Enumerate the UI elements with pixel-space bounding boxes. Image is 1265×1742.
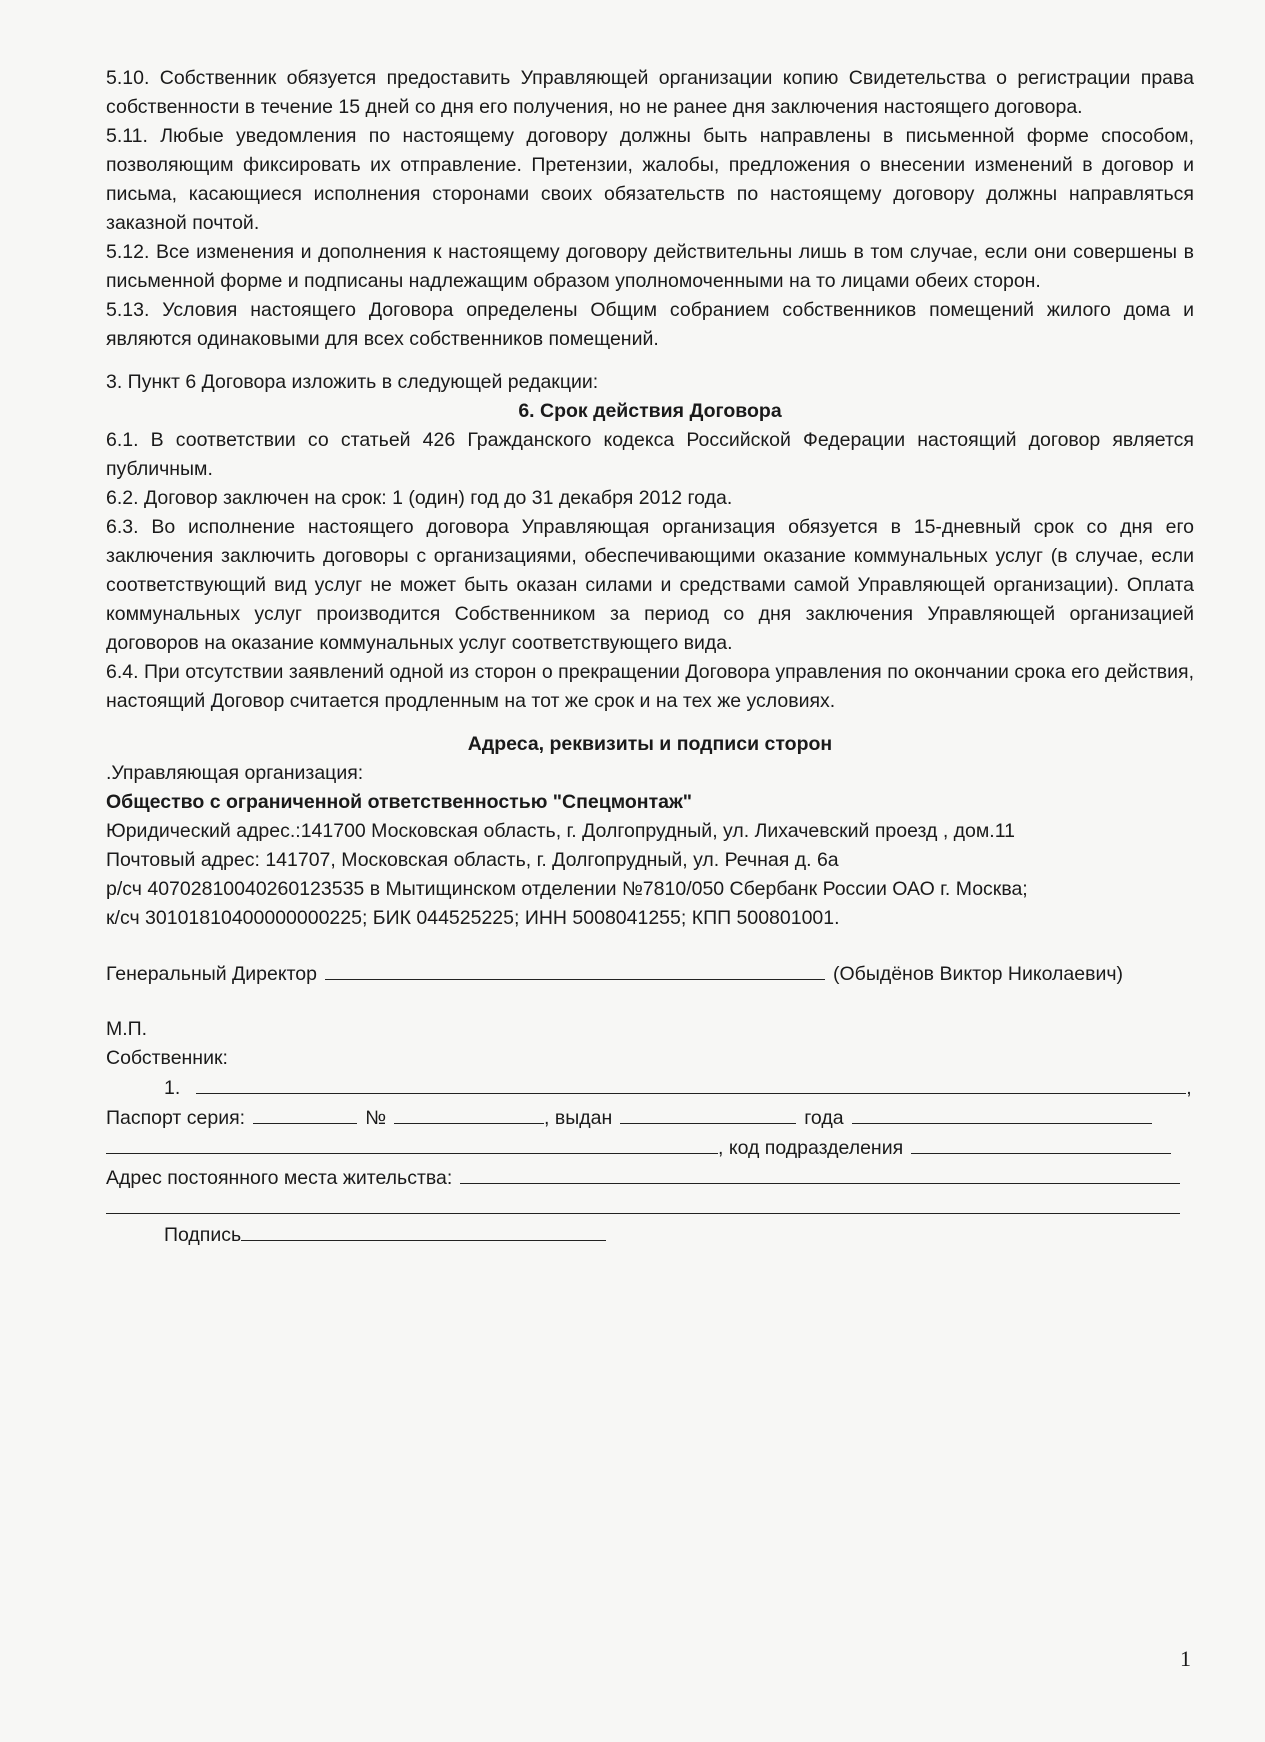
postal-address: Почтовый адрес: 141707, Московская область, г. Долгопрудный, ул. Речная д. 6а [106,849,839,871]
clause-6-3: 6.3. Во исполнение настоящего договора Управляющая организация обязуется в 15-дневный срок со дня его заключения заключить договоры с организациями, обеспечивающими оказание коммунальных услуг (в случае, если соответствующий вид услуг не может быть оказан силами и средствами самой Управляющей организации). Оплата коммунальных услуг производится Собственником за период со дня заключения Управляющей организацией договоров на оказание коммунальных услуг соответствующего вида. [106,516,1194,654]
bank-ids: к/сч 30101810400000000225; БИК 044525225; ИНН 5008041255; КПП 500801001. [106,907,840,929]
residence-line[interactable] [460,1163,1180,1184]
org-name: Общество с ограниченной ответственностью "Спецмонтаж" [106,791,693,813]
issued-by-line[interactable] [852,1103,1152,1124]
subdivision-label: , код подразделения [718,1137,904,1159]
director-signature-row [106,959,1194,989]
clause-6-2: 6.2. Договор заключен на срок: 1 (один) год до 31 декабря 2012 года. [106,487,733,509]
signature-label: Подпись [164,1224,242,1246]
passport-number-label: № [365,1107,387,1129]
section-6-title: 6. Срок действия Договора [518,400,782,422]
owner-name-row: 1. , [106,1073,1194,1103]
signature-row [106,1220,1194,1250]
director-name: (Обыдёнов Виктор Николаевич) [832,963,1124,985]
owner-number: 1. [164,1077,181,1099]
director-signature-line[interactable] [325,959,825,980]
passport-number-line[interactable] [394,1103,544,1124]
org-label: .Управляющая организация: [106,762,364,784]
stamp-label: М.П. [106,1018,148,1040]
issued-label: , выдан [544,1107,613,1129]
page-number: 1 [1180,1646,1191,1671]
passport-row [106,1103,1194,1133]
document-body [106,64,1194,1250]
parties-title: Адреса, реквизиты и подписи сторон [467,733,833,755]
clause-5-10: 5.10. Собственник обязуется предоставить Управляющей организации копию Свидетельства о регистрации права собственности в течение 15 дней со дня его получения, но не ранее дня заключения настоящего договора. [106,67,1194,118]
bank-account: р/сч 40702810040260123535 в Мытищинском отделении №7810/050 Сбербанк России ОАО г. Москва; [106,878,1028,900]
residence-row-2 [106,1193,1194,1214]
passport-series-line[interactable] [253,1103,357,1124]
issued-date-line[interactable] [620,1103,796,1124]
residence-label: Адрес постоянного места жительства: [106,1167,453,1189]
clause-6-4: 6.4. При отсутствии заявлений одной из сторон о прекращении Договора управления по окончании срока его действия, настоящий Договор считается продленным на тот же срок и на тех же условиях. [106,661,1194,712]
item-3: 3. Пункт 6 Договора изложить в следующей редакции: [106,371,599,393]
owner-name-line[interactable] [196,1073,1186,1094]
residence-row [106,1163,1194,1193]
subdivision-line[interactable] [911,1133,1171,1154]
clause-6-1: 6.1. В соответствии со статьей 426 Гражданского кодекса Российской Федерации настоящий договор является публичным. [106,429,1194,480]
issued-by-line-2[interactable] [106,1133,718,1154]
director-label: Генеральный Директор [106,963,317,985]
signature-line[interactable] [241,1220,606,1241]
clause-5-13: 5.13. Условия настоящего Договора определены Общим собранием собственников помещений жилого дома и являются одинаковыми для всех собственников помещений. [106,299,1194,350]
subdivision-row [106,1133,1194,1163]
owner-label: Собственник: [106,1047,228,1069]
clause-5-11: 5.11. Любые уведомления по настоящему договору должны быть направлены в письменной форме способом, позволяющим фиксировать их отправление. Претензии, жалобы, предложения о внесении изменений в договор и письма, касающиеся исполнения сторонами своих обязательств по настоящему договору должны направляться заказной почтой. [106,125,1194,234]
year-label: года [804,1107,844,1129]
passport-series-label: Паспорт серия: [106,1107,246,1129]
residence-line-2[interactable] [106,1193,1180,1214]
legal-address: Юридический адрес.:141700 Московская область, г. Долгопрудный, ул. Лихачевский проезд , дом.11 [106,820,1015,842]
clause-5-12: 5.12. Все изменения и дополнения к настоящему договору действительны лишь в том случае, если они совершены в письменной форме и подписаны надлежащим образом уполномоченными на то лицами обеих сторон. [106,241,1194,292]
